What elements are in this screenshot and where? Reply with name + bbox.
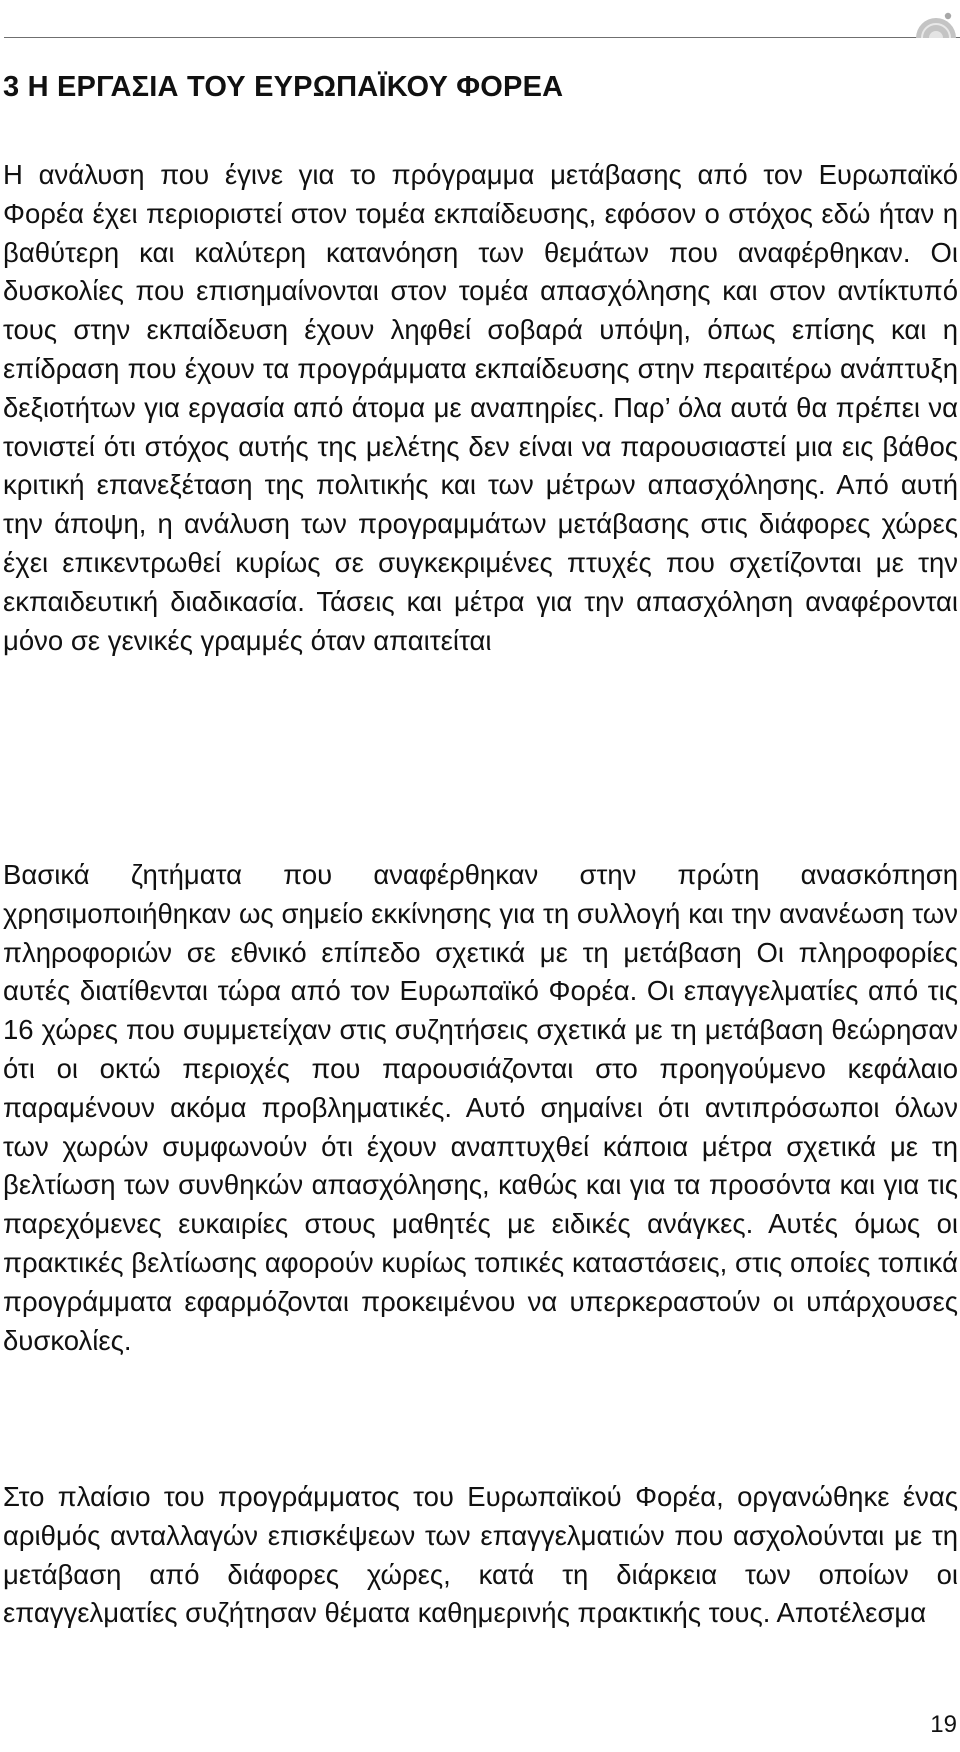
body-paragraph-1: Η ανάλυση που έγινε για το πρόγραμμα μετάβασης από τον Ευρωπαϊκό Φορέα έχει περιοριστεί στον τομέα εκπαίδευσης, εφόσον ο στόχος εδώ ήταν η βαθύτερη και καλύτερη κατανόηση των θεμάτων που αναφέρθηκαν. Οι δυσκολίες που επισημαίνονται στον τομέα απασχόλησης και στον αντίκτυπό τους στην εκπαίδευση έχουν ληφθεί σοβαρά υπόψη, όπως επίσης και η επίδραση που έχουν τα προγράμματα εκπαίδευσης στην περαιτέρω ανάπτυξη δεξιοτήτων για εργασία από άτομα με αναπηρίες. Παρ’ όλα αυτά θα πρέπει να τονιστεί ότι στόχος αυτής της μελέτης δεν είναι να παρουσιαστεί μια εις βάθος κριτική επανεξέταση της πολιτικής και των μέτρων απασχόλησης. Από αυτή την άποψη, η ανάλυση των προγραμμάτων μετάβασης στις διάφορες χώρες έχει επικεντρωθεί κυρίως σε συγκεκριμένες πτυχές που σχετίζονται με την εκπαιδευτική διαδικασία. Τάσεις και μέτρα για την απασχόληση αναφέρονται μόνο σε γενικές γραμμές όταν απαιτείται <box>3 159 958 656</box>
page-number: 19 <box>930 1711 957 1738</box>
header-rule <box>4 37 960 38</box>
body-paragraph-2: Βασικά ζητήματα που αναφέρθηκαν στην πρώτη ανασκόπηση χρησιμοποιήθηκαν ως σημείο εκκίνησης για τη συλλογή και την ανανέωση των πληροφοριών σε εθνικό επίπεδο σχετικά με τη μετάβαση Οι πληροφορίες αυτές διατίθενται τώρα από τον Ευρωπαϊκό Φορέα. Οι επαγγελματίες από τις 16 χώρες που συμμετείχαν στις συζητήσεις σχετικά με τη μετάβαση θεώρησαν ότι οι οκτώ περιοχές που παρουσιάζονται στο προηγούμενο κεφάλαιο παραμένουν ακόμα προβληματικές. Αυτό σημαίνει ότι αντιπρόσωποι όλων των χωρών συμφωνούν ότι έχουν αναπτυχθεί κάποια μέτρα σχετικά με τη βελτίωση των συνθηκών απασχόλησης, καθώς και για τα προσόντα και για τις παρεχόμενες ευκαιρίες στους μαθητές με ειδικές ανάγκες. Αυτές όμως οι πρακτικές βελτίωσης αφορούν κυρίως τοπικές καταστάσεις, στις οποίες τοπικά προγράμματα εφαρμόζονται προκειμένου να υπερκεραστούν οι υπάρχουσες δυσκολίες. <box>3 859 958 1356</box>
chapter-title: 3 Η ΕΡΓΑΣΙΑ ΤΟΥ ΕΥΡΩΠΑΪΚΟΥ ΦΟΡΕΑ <box>3 71 564 103</box>
body-paragraph-3: Στο πλαίσιο του προγράμματος του Ευρωπαϊκού Φορέα, οργανώθηκε ένας αριθμός ανταλλαγών επισκέψεων των επαγγελματιών που ασχολούνται με τη μετάβαση από διάφορες χώρες, κατά τη διάρκεια των οποίων οι επαγγελματίες συζήτησαν θέματα καθημερινής πρακτικής τους. Αποτέλεσμα <box>3 1481 958 1629</box>
half-sphere-logo-icon <box>912 6 960 38</box>
